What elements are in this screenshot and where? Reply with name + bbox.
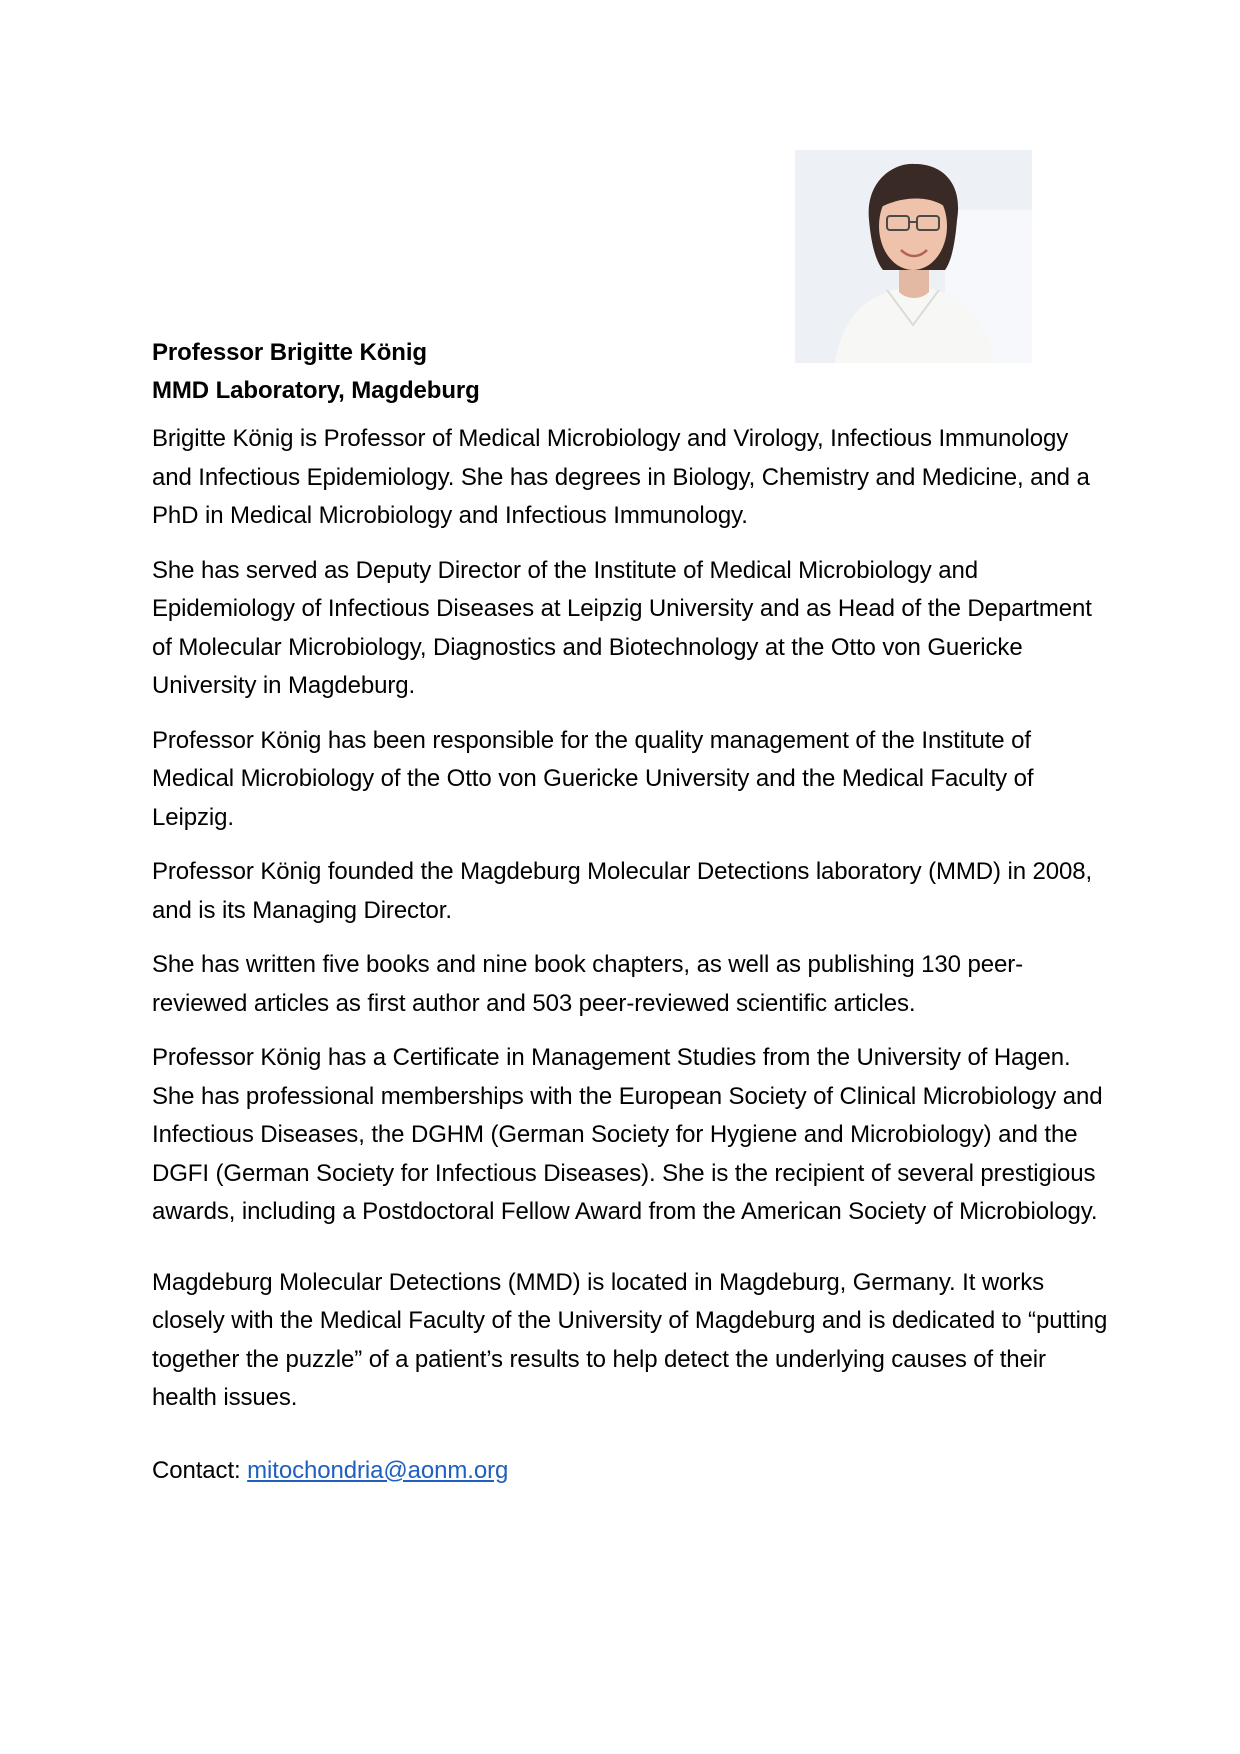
contact-label: Contact: — [152, 1456, 248, 1484]
portrait-illustration — [795, 150, 1032, 363]
person-affiliation: MMD Laboratory, Magdeburg — [152, 377, 480, 404]
bio-paragraph: Professor König founded the Magdeburg Molecular Detections laboratory (MMD) in 2008, and is its Managing Director. — [152, 858, 1093, 924]
bio-paragraph: Brigitte König is Professor of Medical Microbiology and Virology, Infectious Immunology and Infectious Epidemiology. She has degrees in Biology, Chemistry and Medicine, and a PhD in Medical Microbiology and Infectious Immunology. — [152, 425, 1090, 529]
contact-email-link[interactable]: mitochondria@aonm.org — [247, 1456, 509, 1484]
bio-content — [152, 334, 1112, 1490]
bio-paragraph: She has served as Deputy Director of the Institute of Medical Microbiology and Epidemiology of Infectious Diseases at Leipzig University and as Head of the Department of Molecular Microbiology, Diagnostics and Biotechnology at the Otto von Guericke University in Magdeburg. — [152, 556, 1092, 699]
company-paragraph: Magdeburg Molecular Detections (MMD) is located in Magdeburg, Germany. It works closely with the Medical Faculty of the University of Magdeburg and is dedicated to “putting together the puzzle” of a patient’s results to help detect the underlying causes of their health issues. — [152, 1268, 1108, 1411]
person-name: Professor Brigitte König — [152, 339, 427, 366]
portrait-photo — [795, 150, 1032, 363]
bio-paragraph: Professor König has been responsible for the quality management of the Institute of Medical Microbiology of the Otto von Guericke University and the Medical Faculty of Leipzig. — [152, 726, 1034, 831]
bio-heading — [152, 334, 1112, 410]
contact-line — [152, 1452, 1112, 1491]
bio-paragraph: Professor König has a Certificate in Management Studies from the University of Hagen. She has professional memberships with the European Society of Clinical Microbiology and Infectious Diseases, the DGHM (German Society for Hygiene and Microbiology) and the DGFI (German Society for Infectious Diseases). She is the recipient of several prestigious awards, including a Postdoctoral Fellow Award from the American Society of Microbiology. — [152, 1044, 1103, 1225]
bio-paragraph: She has written five books and nine book chapters, as well as publishing 130 peer-reviewed articles as first author and 503 peer-reviewed scientific articles. — [152, 951, 1023, 1017]
